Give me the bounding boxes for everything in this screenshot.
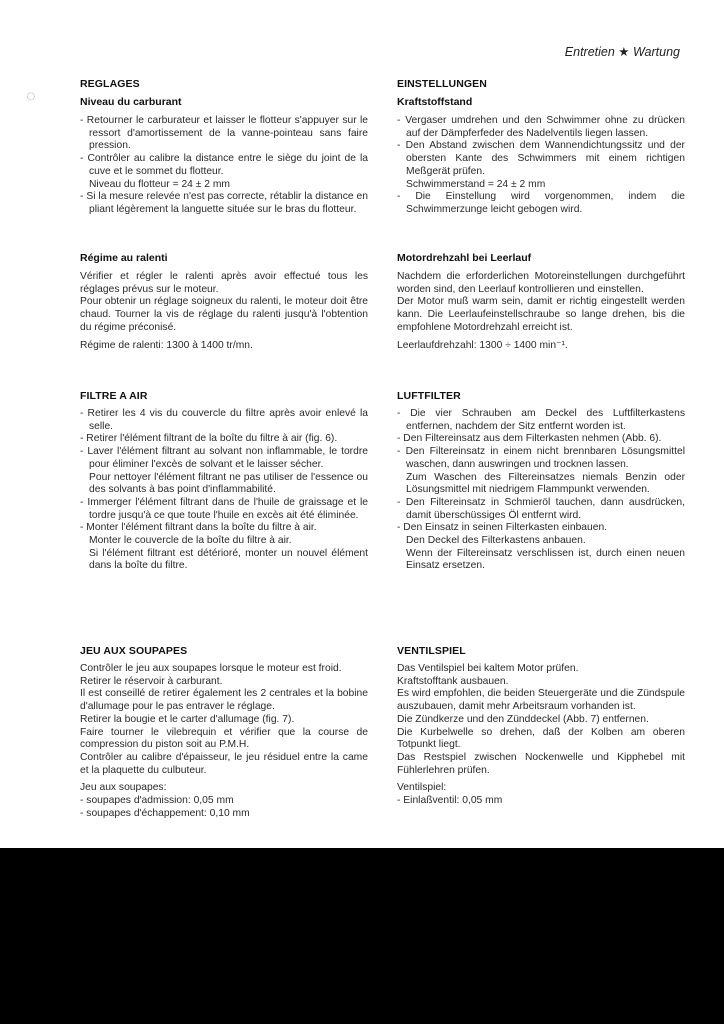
paragraph: Es wird empfohlen, die beiden Steuergeräte und die Zündspule auszubauen, damit mehr Arbeitsraum vorhanden ist.: [397, 688, 685, 713]
list-item: - Einlaßventil: 0,05 mm: [397, 795, 685, 808]
subsection-title: Régime au ralenti: [80, 252, 168, 264]
list-item: - Die Einstellung wird vorgenommen, indem die Schwimmerzunge leicht gebogen wird.: [397, 191, 685, 216]
paragraph: Vérifier et régler le ralenti après avoir effectué tous les réglages prévus sur le moteur.: [80, 271, 368, 295]
list-item: Niveau du flotteur = 24 ± 2 mm: [89, 178, 231, 190]
list-niveau: [80, 115, 368, 217]
paragraph: Contrôler le jeu aux soupapes lorsque le moteur est froid.: [80, 663, 342, 674]
paragraph: Retirer la bougie et le carter d'allumage (fig. 7).: [80, 713, 295, 725]
list-item: Pour nettoyer l'élément filtrant ne pas utiliser de l'essence ou des solvants à bas point d'inflammabilité.: [89, 471, 368, 496]
subsection-title: Kraftstoffstand: [397, 96, 473, 108]
paragraph: Das Restspiel zwischen Nockenwelle und Kipphebel mit Fühlerlehren prüfen.: [397, 751, 685, 776]
list-luftfilter: [397, 408, 685, 573]
paragraph: Nachdem die erforderlichen Motoreinstellungen durchgeführt worden sind, den Leerlauf kontrollieren und einstellen.: [397, 271, 685, 295]
section-ventilspiel: [397, 645, 685, 808]
list-item: - Immerger l'élément filtrant dans de l'huile de graissage et le tordre jusqu'à ce que toute l'huile en excès ait été éliminée.: [80, 497, 368, 522]
paragraph: Leerlaufdrehzahl: 1300 ÷ 1400 min⁻¹.: [397, 339, 568, 351]
list-item: - Den Filtereinsatz in Schmieröl tauchen, dann ausdrücken, damit überschüssiges Öl entfernt wird.: [397, 497, 685, 522]
list-item: - Den Filtereinsatz aus dem Filterkasten nehmen (Abb. 6).: [397, 433, 685, 446]
section-title: REGLAGES: [80, 78, 140, 90]
scan-black-area: [0, 848, 724, 1024]
list-item: Wenn der Filtereinsatz verschlissen ist, durch einen neuen Einsatz ersetzen.: [406, 547, 685, 572]
list-item: Monter le couvercle de la boîte du filtre à air.: [89, 535, 292, 547]
section-ralenti: [80, 252, 368, 352]
paragraph: Das Ventilspiel bei kaltem Motor prüfen.: [397, 663, 579, 674]
list-item: - Vergaser umdrehen und den Schwimmer ohne zu drücken auf der Dämpferfeder des Nadelventils liegen lassen.: [397, 115, 685, 140]
section-jeu: [80, 645, 368, 820]
paragraph: Der Motor muß warm sein, damit er richtig eingestellt werden kann. Die Leerlaufeinstellschraube so lange drehen, bis die empfohlene Motordrehzahl erreicht ist.: [397, 296, 685, 333]
subsection-title: Niveau du carburant: [80, 96, 182, 108]
list-item: - Retirer l'élément filtrant de la boîte du filtre à air (fig. 6).: [80, 433, 368, 446]
list-item: - soupapes d'admission: 0,05 mm: [80, 795, 368, 808]
section-title: VENTILSPIEL: [397, 645, 466, 657]
running-head: Entretien ★ Wartung: [564, 45, 680, 59]
paragraph: Retirer le réservoir à carburant.: [80, 675, 223, 687]
section-leerlauf: [397, 252, 685, 352]
paragraph: Faire tourner le vilebrequin et vérifier que la course de compression du piston soit au P.M.H.: [80, 726, 368, 751]
list-item: - Den Abstand zwischen dem Wannendichtungssitz und der obersten Kante des Schwimmers mit einem richtigen Meßgerät prüfen.: [397, 140, 685, 178]
list-item: - Contrôler au calibre la distance entre le siège du joint de la cuve et le sommet du flotteur.: [80, 153, 368, 178]
list-item: Zum Waschen des Filtereinsatzes niemals Benzin oder Lösungsmittel mit niedrigem Flammpunkt verwenden.: [406, 471, 685, 496]
subsection-title: Motordrehzahl bei Leerlauf: [397, 252, 532, 264]
list-item: Si l'élément filtrant est détérioré, monter un nouvel élément dans la boîte du filtre.: [89, 547, 368, 572]
paragraph: Il est conseillé de retirer également les 2 centrales et la bobine d'allumage pour le pas entraver le réglage.: [80, 688, 368, 713]
section-filtre: [80, 390, 368, 573]
section-title: EINSTELLUNGEN: [397, 78, 487, 90]
list-ventilspiel: [397, 795, 685, 808]
list-item: - Monter l'élément filtrant dans la boîte du filtre à air.: [80, 522, 368, 535]
list-item: - Den Einsatz in seinen Filterkasten einbauen.: [397, 522, 685, 535]
list-item: - Retourner le carburateur et laisser le flotteur s'appuyer sur le ressort d'amortissement de la vanne-pointeau sans faire pression.: [80, 115, 368, 153]
punch-hole-mark: ◌: [26, 88, 36, 105]
section-reglages: [80, 78, 368, 217]
paragraph: Ventilspiel:: [397, 782, 447, 794]
list-jeu: [80, 795, 368, 820]
list-filtre: [80, 408, 368, 573]
section-luftfilter: [397, 390, 685, 573]
list-item: - Laver l'élément filtrant au solvant non inflammable, le tordre pour éliminer l'excès de solvant et le laisser sécher.: [80, 446, 368, 471]
list-item: Schwimmerstand = 24 ± 2 mm: [406, 178, 546, 190]
paragraph: Die Kurbelwelle so drehen, daß der Kolben am oberen Totpunkt liegt.: [397, 726, 685, 751]
section-title: JEU AUX SOUPAPES: [80, 645, 188, 657]
paragraph: Régime de ralenti: 1300 à 1400 tr/mn.: [80, 339, 253, 351]
list-kraftstoff: [397, 115, 685, 217]
paragraph: Die Zündkerze und den Zünddeckel (Abb. 7) entfernen.: [397, 713, 649, 725]
section-einstellungen: [397, 78, 685, 217]
paragraph: Pour obtenir un réglage soigneux du ralenti, le moteur doit être chaud. Tourner la vis de réglage du ralenti jusqu'à l'obtention du régime préconisé.: [80, 296, 368, 333]
section-title: LUFTFILTER: [397, 390, 461, 402]
section-title: FILTRE A AIR: [80, 390, 148, 402]
list-item: - Den Filtereinsatz in einem nicht brennbaren Lösungsmittel waschen, dann auswringen und trocknen lassen.: [397, 446, 685, 471]
paragraph: Kraftstofftank ausbauen.: [397, 675, 509, 687]
list-item: - soupapes d'échappement: 0,10 mm: [80, 808, 368, 821]
list-item: - Retirer les 4 vis du couvercle du filtre après avoir enlevé la selle.: [80, 408, 368, 433]
list-item: - Die vier Schrauben am Deckel des Luftfilterkastens entfernen, nachdem der Sitz entfernt worden ist.: [397, 408, 685, 433]
paragraph: Contrôler au calibre d'épaisseur, le jeu résiduel entre la came et la plaquette du culbuteur.: [80, 751, 368, 776]
list-item: Den Deckel des Filterkastens anbauen.: [406, 535, 586, 547]
list-item: - Si la mesure relevée n'est pas correcte, rétablir la distance en pliant légèrement la languette située sur le bras du flotteur.: [80, 191, 368, 216]
paragraph: Jeu aux soupapes:: [80, 782, 167, 794]
